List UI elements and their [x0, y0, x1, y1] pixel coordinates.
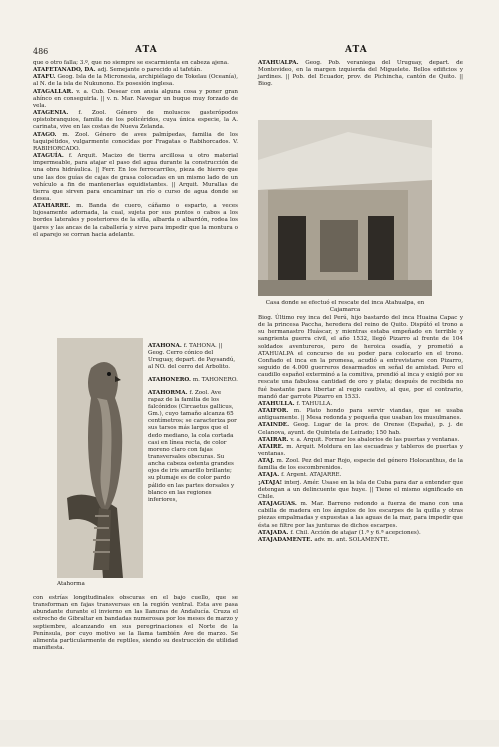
- church-photo: [258, 120, 432, 296]
- entry-definition: f. Zool. Género de moluscos gasterópodos opistobranquios, familia de los policéridos, cuya única especie, la A. carinata, vive en las costas de Nueva Zelanda.: [33, 110, 238, 131]
- entry-headword: ATAJAGUAS.: [258, 501, 301, 508]
- entry-headword: ATAHUALPA.: [258, 60, 306, 66]
- wrap-entry: [148, 377, 238, 384]
- right-entry: [258, 437, 463, 444]
- entry-headword: ATAIRE.: [258, 443, 287, 450]
- left-column: [33, 60, 238, 239]
- entry-definition: Geog. Pob. veraniega del Uruguay, depart. de Montevideo, en la margen izquierda del Miguelete. Bellos edificios y jardines. || Pob. del Ecuador, prov. de Pichincha, cantón de Quito. || Biog.: [258, 60, 463, 88]
- entry-definition: v. a. Cub. Desear con ansia alguna cosa y poner gran ahínco en conseguirla. || v. n. Mar. Navegar un buque muy forzado de vela.: [33, 88, 238, 109]
- entry-headword: ATAGO.: [33, 131, 63, 138]
- right-entry: [258, 444, 463, 458]
- entry-definition: que o otro falla; 3.º, que no siempre se escarmienta en cabeza ajena.: [33, 60, 229, 66]
- hawk-caption: Atahorma: [57, 581, 85, 587]
- running-head-right: ATA: [345, 45, 368, 55]
- entry-headword: ATAGENIA.: [33, 110, 79, 117]
- right-top-column: [258, 60, 463, 89]
- entry-definition: f. Zool. Ave rapaz de la familia de los falcónidos (Circaetus gallicus, Gm.), cuyo tamaño alcanza 65 centímetros; se caracteriza por sus tarsos más largos que el dedo mediano, la cola cortada casi en línea recta, de color moreno claro con fajas transversales obscuras. Su ancha cabeza ostenta grandes ojos de iris amarillo brillante; su plumaje es de color pardo pálido en las partes dorsales y blanco en las regiones inferiores,: [148, 389, 237, 503]
- entry-definition: m. Zool. Pez del mar Rojo, especie del género Holocanthus, de la familia de los escombrenidos.: [258, 458, 463, 472]
- entry-headword: ATAFETANADO, DA.: [33, 67, 98, 74]
- entry-definition: Geog. Lugar de la prov. de Orense (España), p. j. de Celanova, ayunt. de Quintela de Leirado; 150 hab.: [258, 422, 463, 436]
- entry-headword: ATAHULLA.: [258, 400, 297, 407]
- entry-definition: f. Chil. Acción de atajar (1.ª y 6.ª acepciones).: [290, 529, 421, 536]
- entry-definition: Geog. Isla de la Micronesia, archipiélago de Tokelau (Oceanía), al N. de la isla de Nukunono. Es posesión inglesa.: [33, 74, 238, 88]
- entry-headword: ATAIRAR.: [258, 436, 291, 443]
- right-column: [258, 315, 463, 544]
- entry-headword: ATAJ.: [258, 458, 277, 465]
- right-entry: [258, 537, 463, 544]
- right-entry: [258, 408, 463, 422]
- entry-definition: Biog. Último rey inca del Perú, hijo bastardo del inca Huaina Capac y de la princesa Paccha, heredera del reino de Quito. Dispútó el trono a su hermanastro Huáscar, y mientras estaba empeñado en terrible y sangrienta guerra civil, el año 1532, llegó Pizarro al frente de 104 soldados aventureros, pero de heroica osadía, y prometió a ATAHUALPA el concurso de su poder para colocarlo en el trono. Confiado el inca en la promesa, acudió a entrevistarse con Pizarro, seguido de 4.000 guerreros desarmados en señal de amistad. Pero el caudillo español exterminó a la comitiva, prendió al inca y exigió por su rescate una fabulosa cantidad de oro y plata; después de recibida no fué bastante para libertar al regio cautivo, al que, por el contrario, mandó dar garrote Pizarro en 1533.: [258, 315, 463, 400]
- entry-definition: interj. Amér. Usase en la isla de Cuba para dar a entender que detengan a un delincuente que huye. || Tiene el mismo significado en Chile.: [258, 479, 463, 500]
- right-entry: [258, 401, 463, 408]
- entry-definition: m. Arquit. Moldura en las escuadras y tableros de puertas y ventanas.: [258, 443, 463, 457]
- entry-headword: ATAHARRE.: [33, 203, 77, 210]
- entry-definition: f. TAHULLA.: [296, 400, 333, 407]
- right-entry: [258, 458, 463, 472]
- entry-definition: m. TAHONERO.: [192, 376, 238, 383]
- entry-headword: ATAHORMA.: [148, 389, 190, 396]
- right-entry: [258, 422, 463, 436]
- entry-definition: m. Zool. Género de aves palmípedas, familia de los taquipétidos, vulgarmente conocidas por Fragatas o Rabihorcados. V. RABIHORCADO.: [33, 131, 238, 152]
- right-entry: [258, 480, 463, 501]
- entry-headword: ATAJADA.: [258, 529, 291, 536]
- entry-headword: ¡ATAJA!: [258, 479, 285, 486]
- entry-headword: ATAJADAMENTE.: [258, 536, 315, 543]
- righttop-entry: [258, 60, 463, 89]
- right-entry: [258, 472, 463, 479]
- entry-headword: ATAJA.: [258, 472, 282, 479]
- entry-definition: adj. Semejante o parecido al tafetán.: [97, 67, 202, 74]
- left-entry: [33, 153, 238, 203]
- church-caption: Casa donde se efectuó el rescate del inca Atahualpa, en Cajamarca: [265, 300, 425, 313]
- wrap-entry: [148, 343, 238, 372]
- entry-definition: f. TAHONA. || Geog. Cerro cónico del Uruguay, depart. de Paysandú, al NO. del cerro del Arbolito.: [148, 342, 236, 371]
- entry-definition: adv. m. ant. SOLAMENTE.: [314, 536, 390, 543]
- entry-headword: ATAGUÍA.: [33, 153, 69, 160]
- entry-definition: v. a. Arquit. Formar los abalorios de las puertas y ventanas.: [290, 436, 460, 443]
- right-entry: [258, 530, 463, 537]
- page-bottom-margin: [0, 720, 499, 746]
- entry-headword: ATAIFOR.: [258, 408, 294, 415]
- left-entry: [33, 203, 238, 239]
- entry-definition: m. Banda de cuero, cáñamo o esparto, a veces lujosamente adornada, la cual, sujeta por sus puntos o cabos a los bordes laterales y posteriores de la silla, albarda o albardón, rodea los ijares y las ancas de la caballería y sirve para impedir que la montura o el aparejo se corran hacia adelante.: [33, 203, 239, 238]
- left-entry: [33, 89, 238, 110]
- wrap-entries: [148, 337, 238, 510]
- left-entry: [33, 74, 238, 88]
- below-photo-text: con estrías longitudinales obscuras en el bajo cuello, que se transforman en fajas transversas en la región ventral. Esta ave pasa abundante durante el invierno en las llanuras de Andalucía. Cruza el estrecho de Gibraltar en bandadas numerosas por los meses de marzo y septiembre, alcanzando en sus peregrinaciones el Norte de la Península, por cuyo motivo se la llama también Ave de marzo. Se alimenta particularmente de reptiles, siendo su destrucción de utilidad manifiesta.: [33, 595, 238, 652]
- page-number: 486: [33, 47, 49, 56]
- hawk-photo: [57, 338, 143, 578]
- left-entry: [33, 110, 238, 131]
- entry-headword: ATAINDE.: [258, 422, 294, 429]
- wrap-entry: [148, 390, 238, 505]
- entry-definition: f. Argent. ATAJARRE.: [281, 472, 342, 479]
- left-entry: [33, 132, 238, 153]
- entry-definition: f. Arquit. Macizo de tierra arcillosa u otro material impermeable, para atajar el paso del agua durante la construcción de una obra hidráulica. || Ferr. En los ferrocarriles, pieza de hierro que une las dos guías de cajas de grasa colocadas en un mismo lado de un vehículo a fin de mantenerlas equidistantes. || Arquit. Murallas de tierra que sirven para encaminar un río o curso de agua donde se desea.: [33, 153, 238, 202]
- entry-definition: m. Mar. Barreno redondo a fuerza de mano con una cabilla de madera en los ángulos de los escarpes de la quilla y otras piezas empalmadas y expuestas a las aguas de la mar, para impedir que ésta se filtre por las junturas de dichos escarpes.: [258, 501, 463, 529]
- right-entry: [258, 315, 463, 401]
- entry-headword: ATAFU.: [33, 74, 58, 81]
- entry-headword: ATAHONA.: [148, 342, 184, 349]
- entry-definition: m. Plato hondo para servir viandas, que se usaba antiguamente. || Mesa redonda y pequeña que usaban los musulmanes.: [258, 408, 463, 422]
- right-entry: [258, 501, 463, 530]
- entry-headword: ATAGALLAR.: [33, 88, 77, 95]
- running-head-left: ATA: [135, 45, 158, 55]
- entry-headword: ATAHONERO.: [148, 376, 193, 383]
